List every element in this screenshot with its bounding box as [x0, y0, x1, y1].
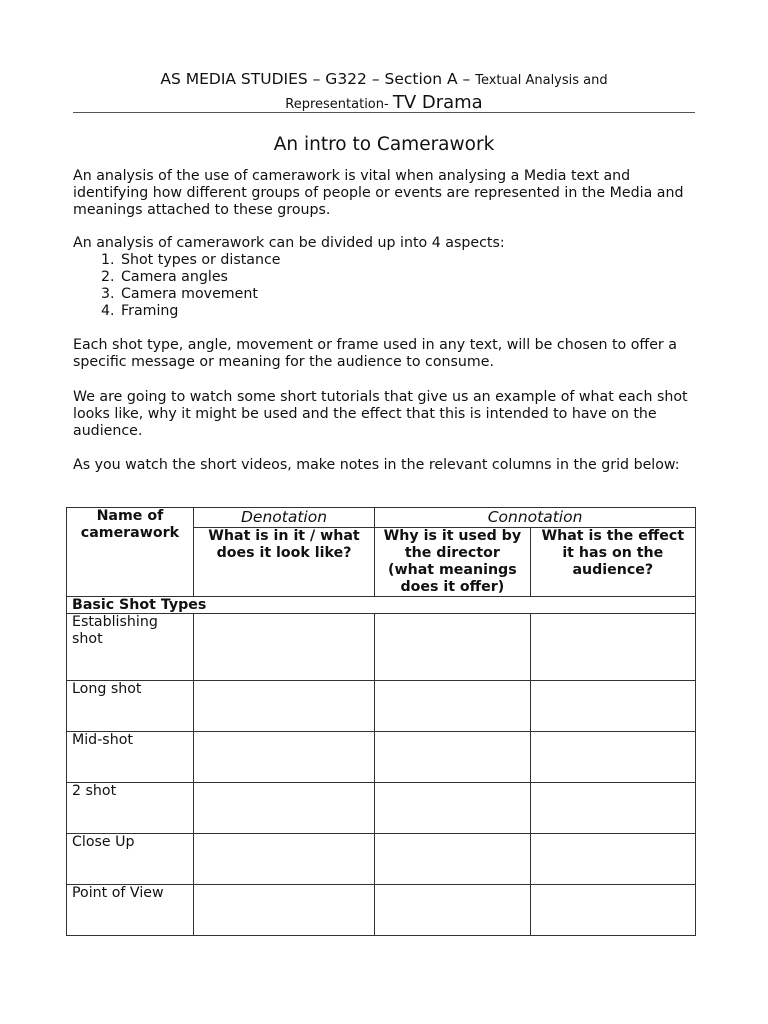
camerawork-grid: [66, 507, 696, 936]
aspects-intro: An analysis of camerawork can be divided up into 4 aspects:: [73, 235, 505, 251]
header-course-title: AS MEDIA STUDIES – G322 – Section A –: [160, 70, 476, 88]
purpose-paragraph: Each shot type, angle, movement or frame used in any text, will be chosen to offer a specific message or meaning for the audience to consume.: [73, 337, 677, 370]
denotation-subheader: What is in it / what does it look like?: [193, 528, 374, 597]
connotation-meaning-cell[interactable]: [375, 834, 530, 885]
denotation-cell[interactable]: [193, 614, 374, 681]
aspects-section: [73, 235, 695, 320]
denotation-cell[interactable]: [193, 681, 374, 732]
connotation-effect-cell[interactable]: [530, 783, 695, 834]
denotation-cell[interactable]: [193, 732, 374, 783]
connotation-effect-cell[interactable]: [530, 614, 695, 681]
table-row: [67, 732, 696, 783]
list-item: 1. Shot types or distance: [119, 252, 695, 269]
denotation-cell[interactable]: [193, 783, 374, 834]
header-divider: [73, 112, 695, 113]
document-header: [73, 68, 695, 116]
table-row: [67, 783, 696, 834]
connotation-effect-cell[interactable]: [530, 885, 695, 936]
shot-name-cell: 2 shot: [67, 783, 194, 834]
list-item: 2. Camera angles: [119, 269, 695, 286]
header-topic: Textual Analysis and: [475, 73, 608, 88]
aspects-list: [73, 252, 695, 320]
shot-name-cell: Mid-shot: [67, 732, 194, 783]
shot-name-cell: Point of View: [67, 885, 194, 936]
connotation-subheader-meaning: Why is it used by the director (what meanings does it offer): [375, 528, 530, 597]
denotation-cell[interactable]: [193, 834, 374, 885]
table-row: [67, 834, 696, 885]
list-item: 4. Framing: [119, 303, 695, 320]
connotation-meaning-cell[interactable]: [375, 614, 530, 681]
intro-paragraph: An analysis of the use of camerawork is vital when analysing a Media text and identifying how different groups of people or events are represented in the Media and meanings attached to these groups.: [73, 168, 684, 218]
section-label: Basic Shot Types: [67, 597, 696, 614]
connotation-effect-cell[interactable]: [530, 732, 695, 783]
connotation-meaning-cell[interactable]: [375, 783, 530, 834]
connotation-effect-cell[interactable]: [530, 834, 695, 885]
connotation-meaning-cell[interactable]: [375, 732, 530, 783]
table-row: [67, 885, 696, 936]
denotation-header: Denotation: [193, 508, 374, 528]
page-title: An intro to Camerawork: [273, 134, 495, 155]
instructions-paragraph: As you watch the short videos, make notes in the relevant columns in the grid below:: [73, 457, 680, 473]
shot-name-cell: Establishing shot: [67, 614, 194, 681]
table-row: [67, 614, 696, 681]
connotation-meaning-cell[interactable]: [375, 885, 530, 936]
denotation-cell[interactable]: [193, 885, 374, 936]
name-column-header: Name of camerawork: [67, 508, 194, 597]
table-row: [67, 681, 696, 732]
connotation-header: Connotation: [375, 508, 696, 528]
tutorials-paragraph: We are going to watch some short tutorials that give us an example of what each shot looks like, why it might be used and the effect that this is intended to have on the audience.: [73, 389, 688, 439]
header-genre: TV Drama: [392, 92, 483, 113]
connotation-meaning-cell[interactable]: [375, 681, 530, 732]
shot-name-cell: Close Up: [67, 834, 194, 885]
connotation-subheader-effect: What is the effect it has on the audience?: [530, 528, 695, 597]
shot-name-cell: Long shot: [67, 681, 194, 732]
header-topic-continued: Representation-: [285, 97, 393, 112]
connotation-effect-cell[interactable]: [530, 681, 695, 732]
list-item: 3. Camera movement: [119, 286, 695, 303]
